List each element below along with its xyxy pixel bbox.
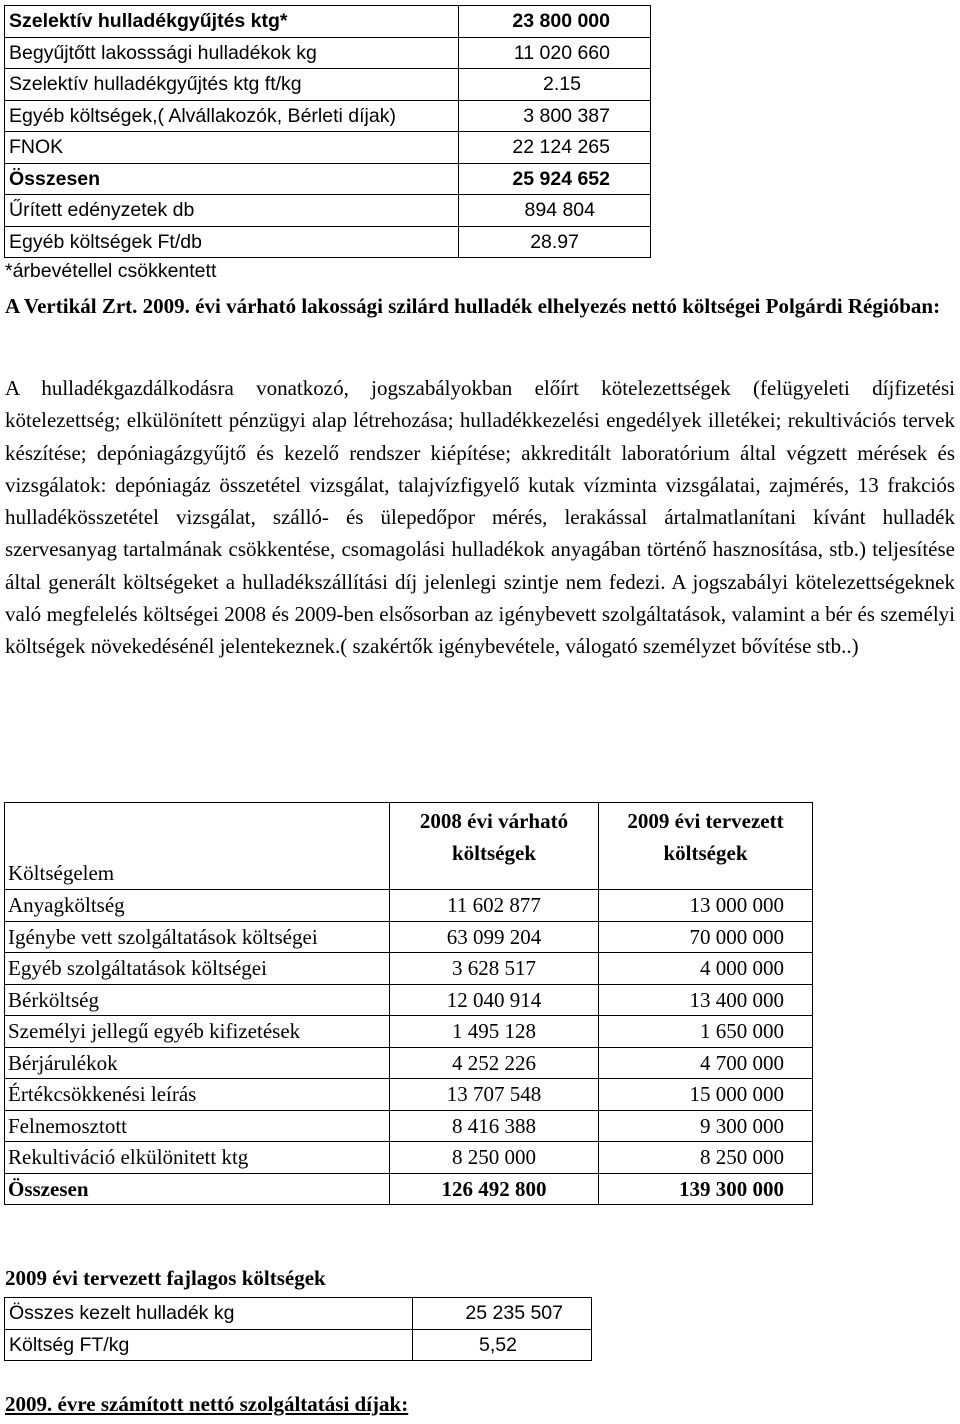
body-paragraph: A hulladékgazdálkodásra vonatkozó, jogszabályokban előírt kötelezettségek (felügyeleti díjfizetési kötelezettség; elkülönített pénzügyi alap létrehozása; hulladékkezelési engedélyek illetékei; rekultivációs tervek készítése; depóniagázgyűjtő és kezelő rendszer kiépítése; akkreditált laboratórium által végzett mérések és vizsgálatok: depóniagáz összetétel vizsgálat, talajvízfigyelő kutak vízminta vizsgálatai, zajmérés, 13 frakciós hulladékösszetétel vizsgálat, szálló- és ülepedőpor mérés, lerakással ártalmatlanítani kívánt hulladék szervesanyag tartalmának csökkentése, csomagolási hulladékok anyagában történő hasznosítása, stb.) teljesítése által generált költségeket a hulladékszállítási díj jelenlegi szintje nem fedezi. A jogszabályi kötelezettségeknek való megfelelés költségei 2008 és 2009-ben elsősorban az igénybevett szolgáltatások, valamint a bér és személyi költségek növekedésénél jelentekeznek.( szakértők igénybevétele, válogató személyzet bővítése stb..) — [5, 376, 955, 659]
cost-2009: 70 000 000 — [689, 924, 784, 949]
table-row — [5, 1016, 813, 1048]
unit-label: Összes kezelt hulladék kg — [5, 1298, 413, 1330]
cost-2009: 4 700 000 — [700, 1050, 784, 1075]
table-row — [5, 1047, 813, 1079]
cost-2009: 8 250 000 — [700, 1145, 784, 1170]
table-row — [5, 953, 813, 985]
cost-2008: 63 099 204 — [390, 921, 599, 953]
cost-2008: 1 495 128 — [390, 1016, 599, 1048]
row-value: 3 800 387 — [523, 104, 610, 127]
cost-2008: 4 252 226 — [390, 1047, 599, 1079]
column-header-cost-item: Költségelem — [5, 803, 390, 890]
table-row — [5, 921, 813, 953]
row-value: 894 804 — [524, 199, 595, 222]
footnote: *árbevétellel csökkentett — [5, 260, 217, 282]
table-row — [5, 37, 651, 69]
unit-cost-table — [4, 1297, 592, 1361]
row-label: Begyűjtőtt lakosssági hulladékok kg — [5, 37, 459, 69]
column-header-2009: 2009 évi tervezett költségek — [599, 803, 813, 890]
cost-label: Felnemosztott — [5, 1110, 390, 1142]
row-value: 22 124 265 — [512, 136, 610, 159]
column-header-2008: 2008 évi várható költségek — [390, 803, 599, 890]
cost-label: Értékcsökkenési leírás — [5, 1079, 390, 1111]
row-value: 25 924 652 — [512, 167, 610, 190]
row-value: 23 800 000 — [512, 10, 610, 33]
row-label: Egyéb költségek,( Alvállakozók, Bérleti díjak) — [5, 100, 459, 132]
cost-2009: 1 650 000 — [700, 1019, 784, 1044]
unit-value: 25 235 507 — [465, 1302, 563, 1325]
cost-label: Személyi jellegű egyéb kifizetések — [5, 1016, 390, 1048]
cost-2008: 8 416 388 — [390, 1110, 599, 1142]
table-row — [5, 6, 651, 38]
row-value: 11 020 660 — [513, 41, 610, 64]
table-row — [5, 69, 651, 101]
row-label: Összesen — [5, 163, 459, 195]
row-label: Szelektív hulladékgyűjtés ktg ft/kg — [5, 69, 459, 101]
row-value: 28.97 — [530, 230, 579, 253]
cost-label: Anyagköltség — [5, 890, 390, 922]
unit-label: Költség FT/kg — [5, 1329, 413, 1361]
total-label: Összesen — [5, 1173, 390, 1205]
row-value: 2.15 — [543, 73, 581, 96]
cost-table — [4, 802, 813, 1205]
cost-2009: 13 000 000 — [689, 893, 784, 918]
row-label: Űrített edényzetek db — [5, 195, 459, 227]
table-row — [5, 100, 651, 132]
fee-heading: 2009. évre számított nettó szolgáltatási díjak: — [5, 1392, 409, 1416]
table-header-row — [5, 803, 813, 890]
cost-label: Egyéb szolgáltatások költségei — [5, 953, 390, 985]
table-row — [5, 132, 651, 164]
table-row — [5, 1298, 592, 1330]
cost-2009: 13 400 000 — [689, 987, 784, 1012]
section-heading: A Vertikál Zrt. 2009. évi várható lakossági szilárd hulladék elhelyezés nettó költségei Polgárdi Régióban: — [5, 294, 941, 318]
cost-2008: 8 250 000 — [390, 1142, 599, 1174]
table-row — [5, 226, 651, 258]
table-row — [5, 1079, 813, 1111]
row-label: Szelektív hulladékgyűjtés ktg* — [5, 6, 459, 38]
table-row — [5, 195, 651, 227]
total-2008: 126 492 800 — [390, 1173, 599, 1205]
table-row — [5, 163, 651, 195]
cost-2009: 15 000 000 — [689, 1082, 784, 1107]
row-label: Egyéb költségek Ft/db — [5, 226, 459, 258]
cost-2008: 3 628 517 — [390, 953, 599, 985]
table-row — [5, 984, 813, 1016]
table-row — [5, 890, 813, 922]
cost-2009: 4 000 000 — [700, 956, 784, 981]
cost-2008: 12 040 914 — [390, 984, 599, 1016]
row-label: FNOK — [5, 132, 459, 164]
cost-label: Bérköltség — [5, 984, 390, 1016]
cost-label: Bérjárulékok — [5, 1047, 390, 1079]
unit-value: 5,52 — [479, 1333, 517, 1356]
cost-2008: 11 602 877 — [390, 890, 599, 922]
unit-cost-heading: 2009 évi tervezett fajlagos költségek — [5, 1266, 326, 1290]
cost-2008: 13 707 548 — [390, 1079, 599, 1111]
cost-2009: 9 300 000 — [700, 1113, 784, 1138]
table-total-row — [5, 1173, 813, 1205]
total-2009: 139 300 000 — [679, 1176, 784, 1201]
table-row — [5, 1329, 592, 1361]
summary-table — [4, 5, 651, 258]
cost-label: Rekultiváció elkülönitett ktg — [5, 1142, 390, 1174]
cost-label: Igénybe vett szolgáltatások költségei — [5, 921, 390, 953]
table-row — [5, 1142, 813, 1174]
table-row — [5, 1110, 813, 1142]
